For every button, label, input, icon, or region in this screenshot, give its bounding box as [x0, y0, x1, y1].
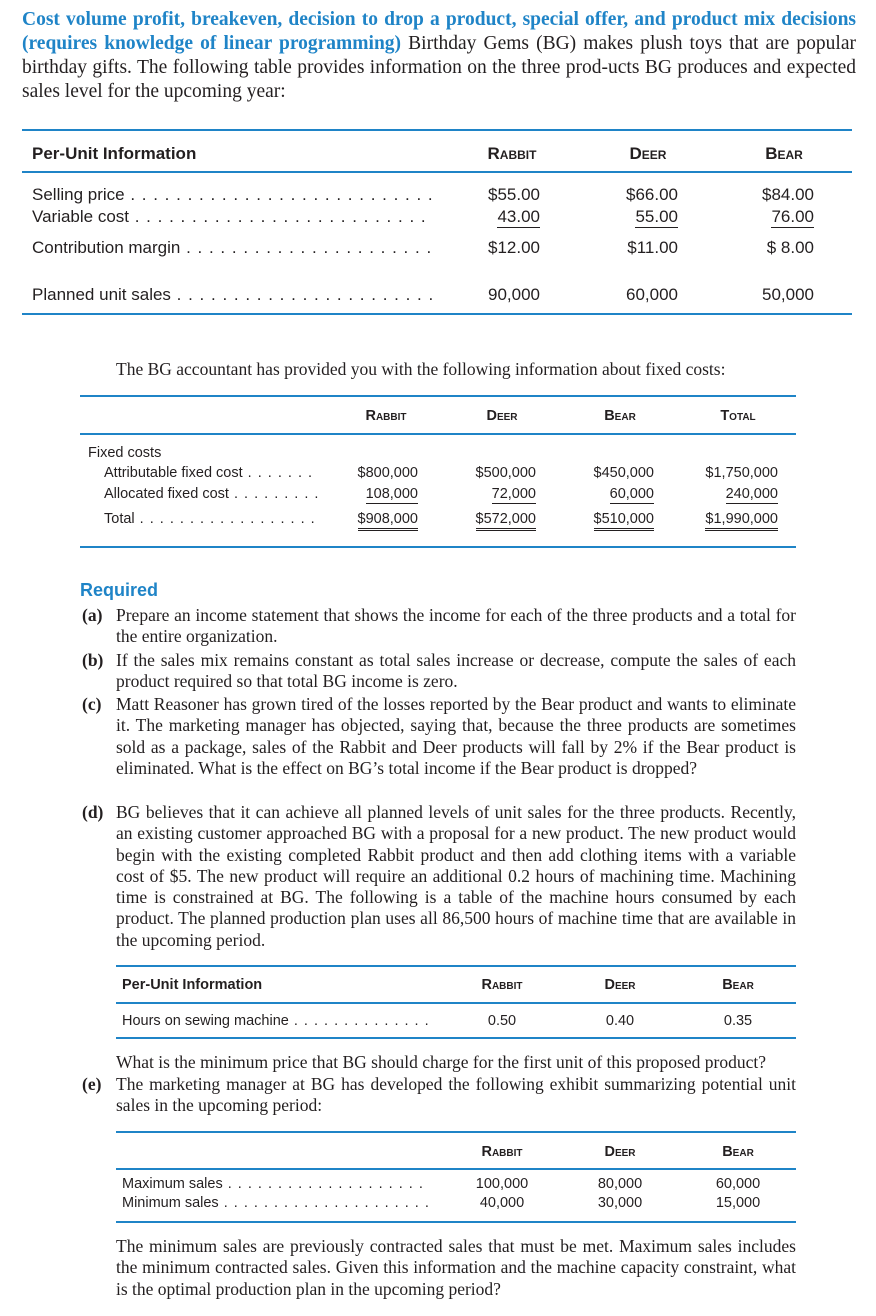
- table-header-label: Per-Unit Information: [122, 977, 263, 993]
- problem-intro: [22, 8, 856, 104]
- value-cell: 15,000: [715, 1195, 761, 1211]
- required-item-e: (e) The marketing manager at BG has developed the following exhibit summarizing potential unit sales in the upcoming period:: [82, 1074, 796, 1116]
- row-label: Attributable fixed cost . . .: [104, 465, 318, 481]
- row-label: Minimum sales . . .: [122, 1195, 430, 1211]
- value-cell: $1,990,000: [660, 511, 778, 527]
- row-label: Planned unit sales . . .: [32, 285, 432, 305]
- table-rule: [116, 1002, 796, 1004]
- table-rule: [116, 1131, 796, 1133]
- value-cell: 30,000: [597, 1195, 643, 1211]
- value-cell: $84.00: [762, 185, 814, 204]
- table-rule: [80, 395, 796, 397]
- value-cell: 0.40: [605, 1013, 635, 1029]
- value-cell: 60,000: [609, 486, 654, 502]
- required-item-d: (d) BG believes that it can achieve all planned levels of unit sales for the three products. Recently, an existing customer approached BG with a proposal for a new product. The new product would begin with the existing completed Rabbit product and then add clothing items with a variable cost of $5. The new product will require an additional 0.2 hours of machining time. Machining time is constrained at BG. The following is a table of the machine hours consumed by each product. The planned production plan uses all 86,500 hours of machine time that are available in the upcoming period.: [82, 802, 796, 950]
- final-question: The minimum sales are previously contracted sales that must be met. Maximum sales includes the minimum contracted sales. Given this information and the machine capacity constraint, what is the optimal production plan in the upcoming period?: [116, 1236, 796, 1299]
- table-rule: [22, 313, 852, 315]
- required-heading: Required: [80, 580, 159, 600]
- required-item-b: (b) If the sales mix remains constant as total sales increase or decrease, compute the sales of each product required so that total BG income is zero.: [82, 650, 796, 692]
- table-rule: [22, 129, 852, 131]
- table-rule: [22, 171, 852, 173]
- column-header-deer: Deer: [486, 408, 518, 424]
- column-header-bear: Bear: [604, 408, 636, 424]
- value-cell: $800,000: [357, 465, 418, 481]
- value-cell: 108,000: [365, 486, 418, 502]
- row-label: Allocated fixed cost . . .: [104, 486, 318, 502]
- problem-intro-body: Birthday Gems (BG) makes plush toys that are popular birthday gifts. The following table provides information on the three prod-ucts BG produces and expected sales level for the upcoming year:: [22, 33, 856, 102]
- table-header-label: Per-Unit Information: [32, 144, 197, 163]
- value-cell: 40,000: [479, 1195, 525, 1211]
- column-header-rabbit: Rabbit: [481, 977, 523, 993]
- column-header-total: Total: [720, 408, 756, 424]
- value-cell: $450,000: [593, 465, 654, 481]
- table-rule: [116, 965, 796, 967]
- column-header-rabbit: Rabbit: [487, 144, 537, 163]
- value-cell: 0.35: [723, 1013, 753, 1029]
- value-cell: 80,000: [597, 1176, 643, 1192]
- row-label: Contribution margin . . .: [32, 238, 432, 258]
- column-header-rabbit: Rabbit: [481, 1144, 523, 1160]
- row-label: Variable cost . . .: [32, 207, 432, 227]
- value-cell: $11.00: [627, 238, 678, 257]
- value-cell: $572,000: [418, 511, 536, 527]
- value-cell: 76.00: [771, 207, 814, 226]
- row-label: Total . . .: [104, 511, 318, 527]
- row-label: Maximum sales . . .: [122, 1176, 430, 1192]
- row-label: Selling price . . .: [32, 185, 432, 205]
- required-item-c: (c) Matt Reasoner has grown tired of the losses reported by the Bear product and wants to eliminate it. The marketing manager has objected, saying that, because the three products are sometimes sold as a package, sales of the Rabbit and Deer products will fall by 2% if the Bear product is eliminated. What is the effect on BG’s total income if the Bear product is dropped?: [82, 694, 796, 778]
- value-cell: 90,000: [488, 285, 540, 304]
- value-cell: 240,000: [725, 486, 778, 502]
- table-rule: [80, 546, 796, 548]
- value-cell: 0.50: [487, 1013, 517, 1029]
- required-item-a: (a) Prepare an income statement that shows the income for each of the three products and a total for the entire organization.: [82, 605, 796, 647]
- table-rule: [80, 433, 796, 435]
- column-header-deer: Deer: [604, 1144, 636, 1160]
- value-cell: $ 8.00: [766, 238, 814, 257]
- problem-heading: Cost volume profit, breakeven, decision to drop a product, special offer, and product mix decisions (requires knowledge of linear programming): [22, 9, 856, 54]
- group-label: Fixed costs: [88, 445, 162, 461]
- value-cell: $510,000: [536, 511, 654, 527]
- value-cell: 60,000: [715, 1176, 761, 1192]
- column-header-rabbit: Rabbit: [365, 408, 407, 424]
- column-header-deer: Deer: [629, 144, 667, 163]
- value-cell: $12.00: [488, 238, 540, 257]
- column-header-bear: Bear: [722, 1144, 754, 1160]
- column-header-bear: Bear: [765, 144, 803, 163]
- column-header-deer: Deer: [604, 977, 636, 993]
- value-cell: 100,000: [475, 1176, 529, 1192]
- table-rule: [116, 1221, 796, 1223]
- value-cell: 43.00: [497, 207, 540, 226]
- fixed-costs-intro: The BG accountant has provided you with the following information about fixed costs:: [116, 359, 726, 379]
- value-cell: $500,000: [475, 465, 536, 481]
- value-cell: 50,000: [762, 285, 814, 304]
- value-cell: $55.00: [488, 185, 540, 204]
- value-cell: $908,000: [300, 511, 418, 527]
- column-header-bear: Bear: [722, 977, 754, 993]
- value-cell: $1,750,000: [705, 465, 778, 481]
- value-cell: 55.00: [635, 207, 678, 226]
- value-cell: $66.00: [626, 185, 678, 204]
- item-d-question: What is the minimum price that BG should charge for the first unit of this proposed product?: [116, 1052, 766, 1072]
- row-label: Hours on sewing machine . . .: [122, 1013, 430, 1029]
- value-cell: 60,000: [626, 285, 678, 304]
- table-rule: [116, 1037, 796, 1039]
- table-rule: [116, 1168, 796, 1170]
- value-cell: 72,000: [491, 486, 536, 502]
